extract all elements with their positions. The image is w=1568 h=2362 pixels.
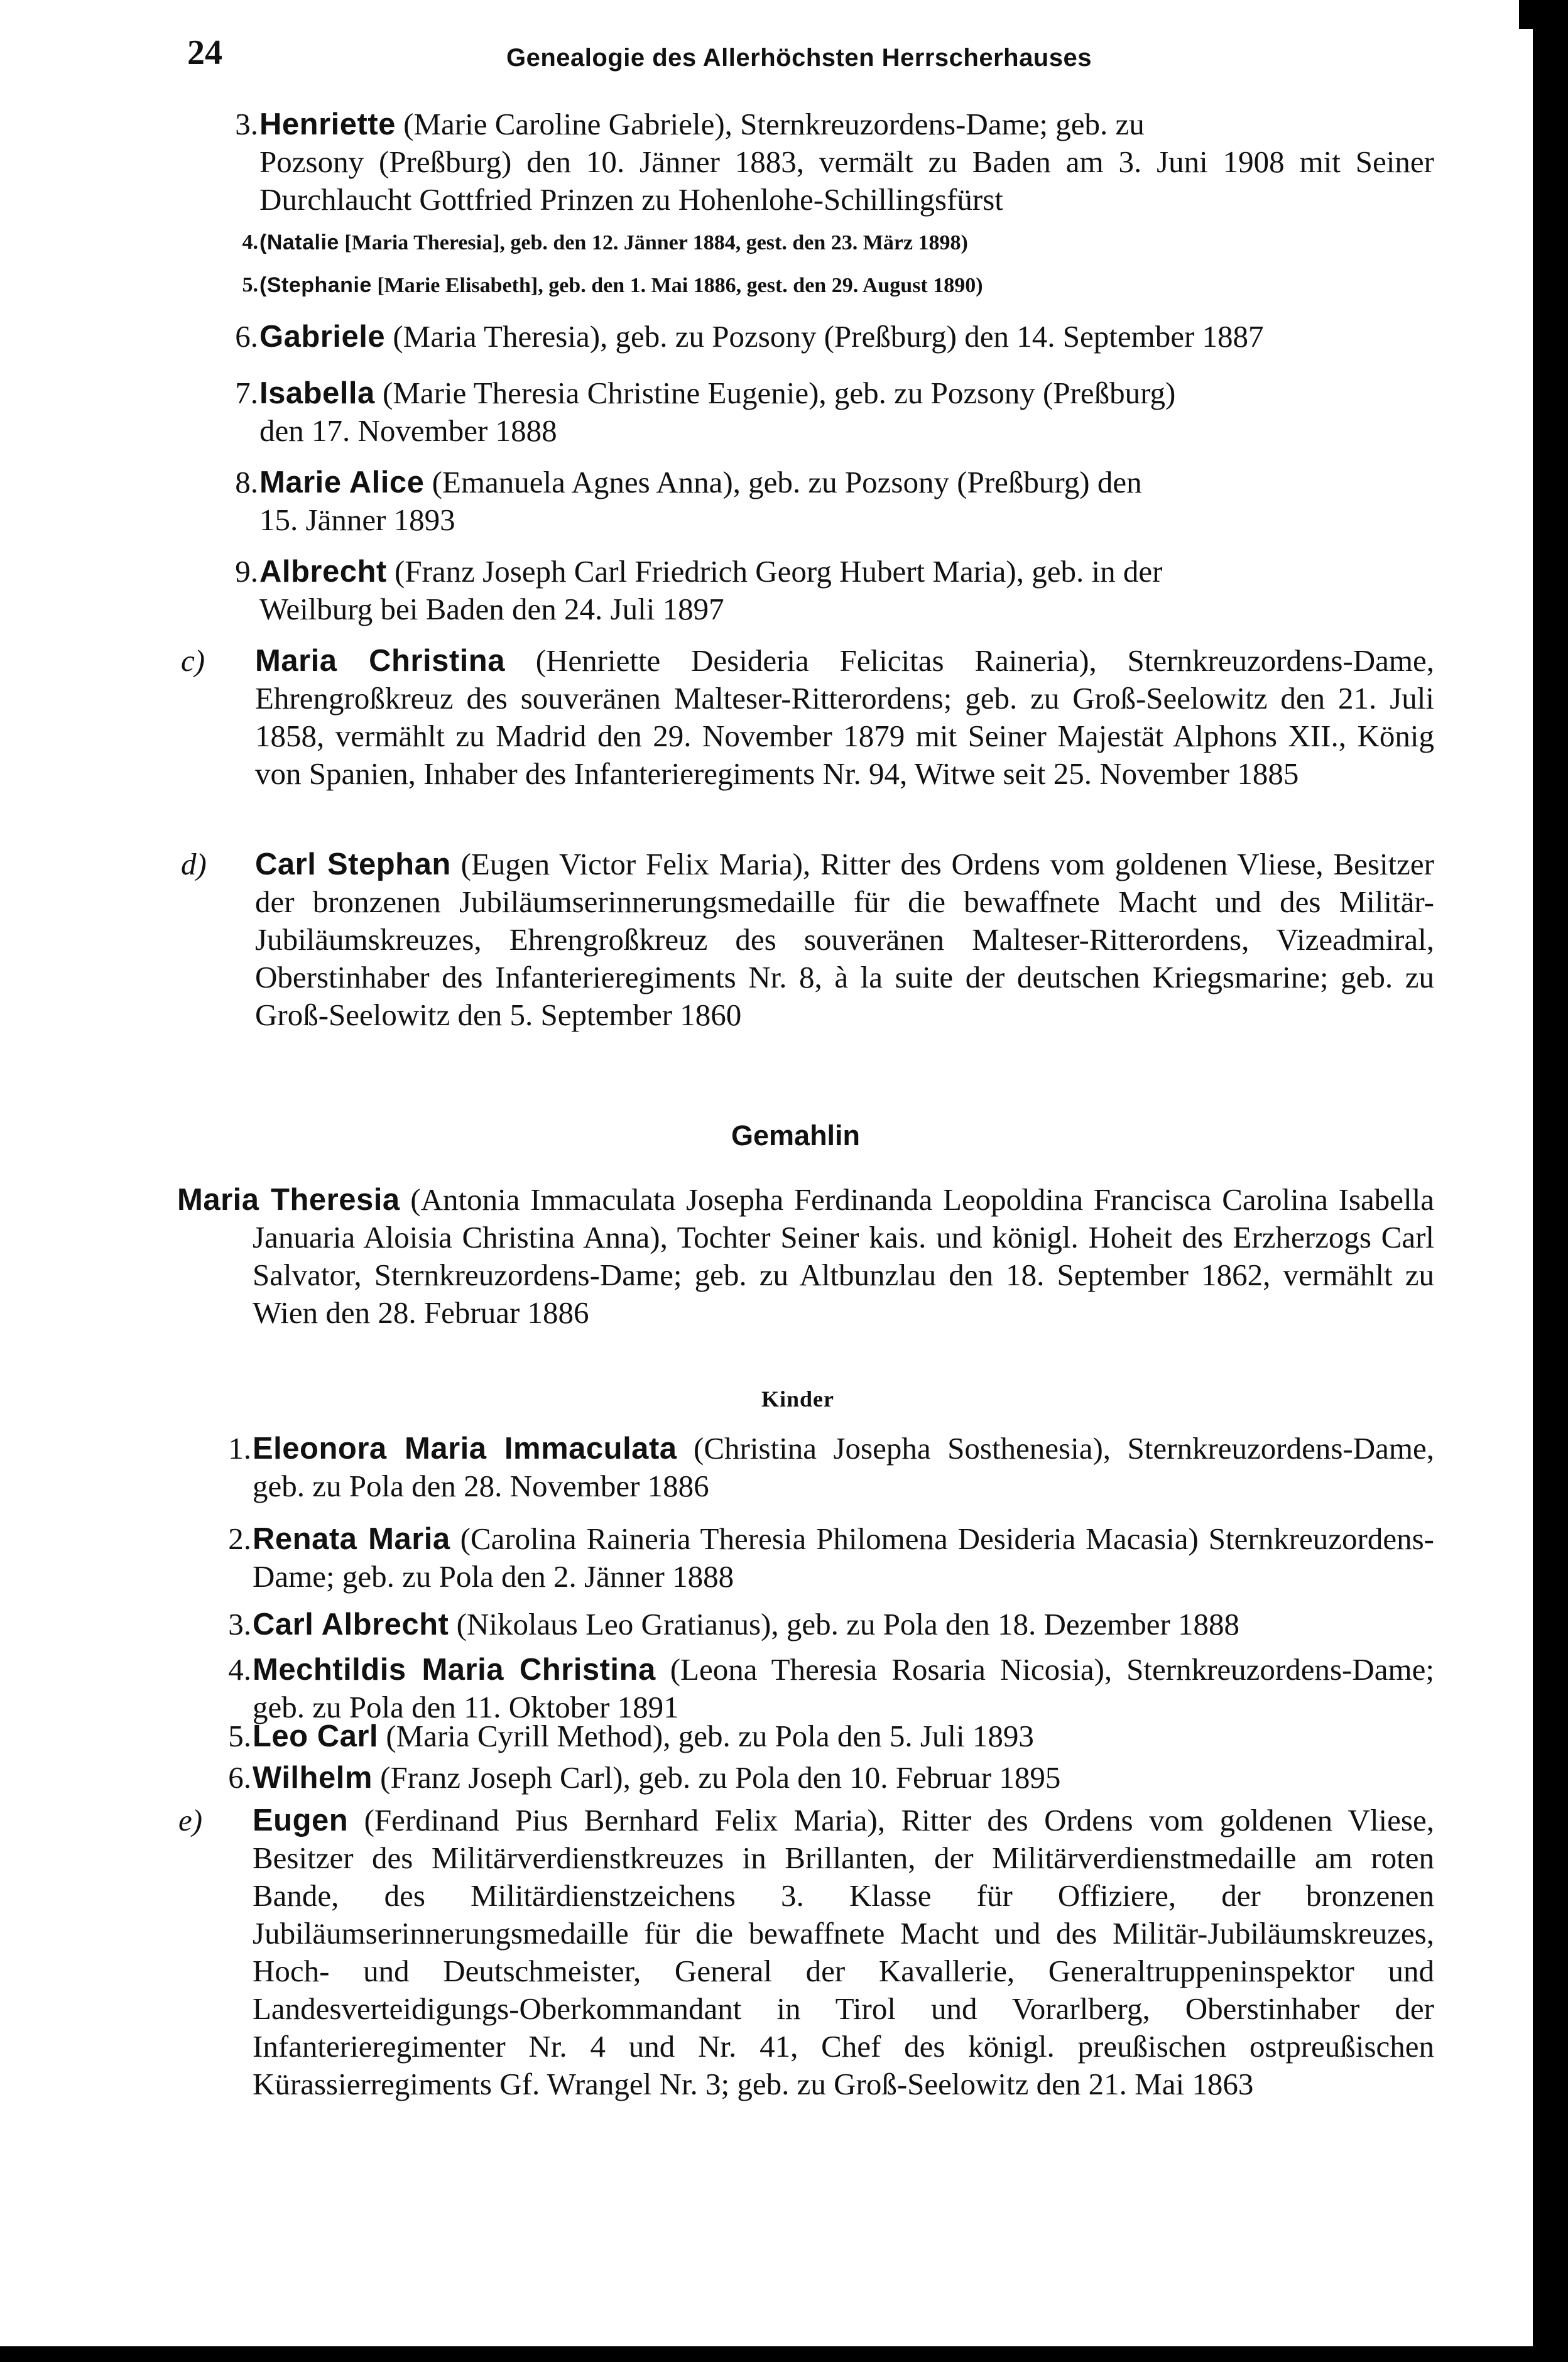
entry-marker: e) — [178, 1803, 203, 1837]
kind-1 — [228, 1430, 1434, 1505]
kind-4 — [228, 1651, 1434, 1726]
entry-text-cont: den 17. November 1888 — [259, 413, 557, 448]
entry-maria-christina — [181, 642, 1434, 793]
entry-name: Albrecht — [259, 555, 387, 589]
entry-text: (Maria Cyrill Method), geb. zu Pola den 5. Juli 1893 — [378, 1719, 1034, 1753]
entry-name: Isabella — [259, 376, 375, 410]
entry-marker: 3. — [228, 1607, 251, 1641]
entry-marker: 3. — [235, 107, 258, 141]
entry-text: (Leona Theresia Rosaria Nicosia), Sternkreuzordens-Dame; geb. zu Pola den 11. Oktober 1891 — [253, 1652, 1434, 1724]
scan-edge-bottom — [0, 2346, 1568, 2362]
entry-text: (Emanuela Agnes Anna), geb. zu Pozsony (Preßburg) den — [424, 465, 1142, 499]
entry-albrecht — [235, 553, 1434, 628]
entry-gabriele — [235, 318, 1434, 356]
entry-marker: 8. — [235, 465, 258, 499]
entry-text: (Ferdinand Pius Bernhard Felix Maria), Ritter des Ordens vom goldenen Vliese, Besitzer des Militärverdienstkreuzes in Brillanten, der Militärverdienstmedaille am roten Bande, des Militärdienstzeichens 3. Klasse für Offiziere, der bronzenen Jubiläumserinnerungsmedaille für die bewaffnete Macht und des Militär-Jubiläumskreuzes, Hoch- und Deutschmeister, General der Kavallerie, Generaltruppeninspektor und Landesverteidigungs-Oberkommandant in Tirol und Vorarlberg, Oberstinhaber der Infanterieregimenter Nr. 4 und Nr. 41, Chef des königl. preußischen ostpreußischen Kürassierregiments Gf. Wrangel Nr. 3; geb. zu Groß-Seelowitz den 21. Mai 1863 — [253, 1803, 1434, 2101]
entry-name: Eleonora Maria Immaculata — [253, 1432, 677, 1466]
entry-marker: 6. — [235, 319, 258, 354]
entry-name: (Stephanie — [259, 273, 372, 297]
entry-natalie — [242, 229, 1434, 257]
entry-marker: 7. — [235, 376, 258, 410]
entry-isabella — [235, 374, 1434, 450]
entry-name: Marie Alice — [259, 465, 425, 499]
entry-name: Wilhelm — [253, 1761, 373, 1795]
entry-name: Mechtildis Maria Christina — [253, 1653, 656, 1687]
entry-eugen — [178, 1802, 1434, 2103]
entry-text: (Marie Caroline Gabriele), Sternkreuzordens-Dame; geb. zu — [395, 107, 1145, 141]
scan-edge-notch — [1519, 0, 1534, 29]
entry-text: [Maria Theresia], geb. den 12. Jänner 1884, gest. den 23. März 1898) — [339, 231, 968, 254]
entry-text: (Antonia Immaculata Josepha Ferdinanda Leopoldina Francisca Carolina Isabella Januaria Aloisia Christina Anna), Tochter Seiner kais. und königl. Hoheit des Erzherzogs Carl Salvator, Sternkreuzordens-Dame; geb. zu Altbunzlau den 18. September 1862, vermählt zu Wien den 28. Februar 1886 — [253, 1182, 1434, 1330]
entry-text-cont: 15. Jänner 1893 — [259, 503, 455, 537]
kind-6 — [228, 1759, 1434, 1797]
entry-name: Maria Christina — [255, 644, 505, 678]
page-number: 24 — [187, 33, 222, 72]
entry-text: (Maria Theresia), geb. zu Pozsony (Preßburg) den 14. September 1887 — [385, 319, 1264, 354]
kind-3 — [228, 1606, 1434, 1643]
entry-marker: 2. — [228, 1521, 251, 1556]
entry-marker: 1. — [228, 1431, 251, 1466]
entry-text: (Carolina Raineria Theresia Philomena Desideria Macasia) Sternkreuzordens-Dame; geb. zu Pola den 2. Jänner 1888 — [253, 1521, 1434, 1594]
entry-marker: d) — [181, 847, 207, 881]
entry-carl-stephan — [181, 846, 1434, 1034]
entry-name: Leo Carl — [253, 1719, 379, 1753]
entry-marker: 4. — [228, 1652, 251, 1687]
entry-stephanie — [242, 271, 1434, 300]
running-title: Genealogie des Allerhöchsten Herrscherhauses — [506, 44, 1092, 72]
entry-marker: 5. — [242, 273, 258, 297]
entry-name: Carl Stephan — [255, 847, 451, 881]
entry-text: (Henriette Desideria Felicitas Raineria), Sternkreuzordens-Dame, Ehrengroßkreuz des souveränen Malteser-Ritterordens; geb. zu Groß-Seelowitz den 21. Juli 1858, vermählt zu Madrid den 29. November 1879 mit Seiner Majestät Alphons XII., König von Spanien, Inhaber des Infanterieregiments Nr. 94, Witwe seit 25. November 1885 — [255, 643, 1434, 791]
entry-name: Eugen — [253, 1804, 349, 1837]
entry-name: Gabriele — [259, 320, 386, 354]
entry-name: Maria Theresia — [177, 1183, 400, 1217]
entry-marker: 4. — [242, 231, 258, 254]
entry-text: (Eugen Victor Felix Maria), Ritter des Ordens vom goldenen Vliese, Besitzer der bronzenen Jubiläumserinnerungsmedaille für die bewaffnete Macht und des Militär-Jubiläumskreuzes, Ehrengroßkreuz des souveränen Malteser-Ritterordens, Vizeadmiral, Oberstinhaber des Infanterieregiments Nr. 8, à la suite der deutschen Kriegsmarine; geb. zu Groß-Seelowitz den 5. September 1860 — [255, 847, 1434, 1032]
entry-text-cont: Pozsony (Preßburg) den 10. Jänner 1883, vermält zu Baden am 3. Juni 1908 mit Seiner Durchlaucht Gottfried Prinzen zu Hohenlohe-Schillingsfürst — [259, 144, 1434, 217]
entry-henriette — [235, 106, 1434, 219]
entry-text-cont: Weilburg bei Baden den 24. Juli 1897 — [259, 592, 724, 626]
entry-marker: 5. — [228, 1719, 251, 1753]
heading-kinder: Kinder — [761, 1386, 835, 1412]
entry-name: Henriette — [259, 107, 396, 141]
entry-text: (Franz Joseph Carl), geb. zu Pola den 10. Februar 1895 — [372, 1760, 1061, 1795]
entry-name: Carl Albrecht — [253, 1608, 449, 1641]
entry-marker: 9. — [235, 554, 258, 589]
entry-text: (Christina Josepha Sosthenesia), Sternkreuzordens-Dame, geb. zu Pola den 28. November 1886 — [253, 1431, 1434, 1503]
entry-marker: c) — [181, 643, 205, 678]
entry-text: (Franz Joseph Carl Friedrich Georg Hubert Maria), geb. in der — [386, 554, 1163, 589]
entry-marker: 6. — [228, 1760, 251, 1795]
entry-text: [Marie Elisabeth], geb. den 1. Mai 1886, gest. den 29. August 1890) — [371, 274, 983, 297]
entry-gemahlin — [177, 1181, 1434, 1332]
entry-text: (Marie Theresia Christine Eugenie), geb. zu Pozsony (Preßburg) — [374, 376, 1176, 410]
kind-5 — [228, 1717, 1434, 1755]
scan-edge-right — [1533, 0, 1568, 2362]
entry-marie-alice — [235, 464, 1434, 539]
kind-2 — [228, 1520, 1434, 1596]
entry-name: (Natalie — [259, 231, 339, 254]
heading-gemahlin: Gemahlin — [731, 1119, 861, 1151]
entry-name: Renata Maria — [253, 1522, 450, 1556]
entry-text: (Nikolaus Leo Gratianus), geb. zu Pola den 18. Dezember 1888 — [449, 1607, 1240, 1641]
